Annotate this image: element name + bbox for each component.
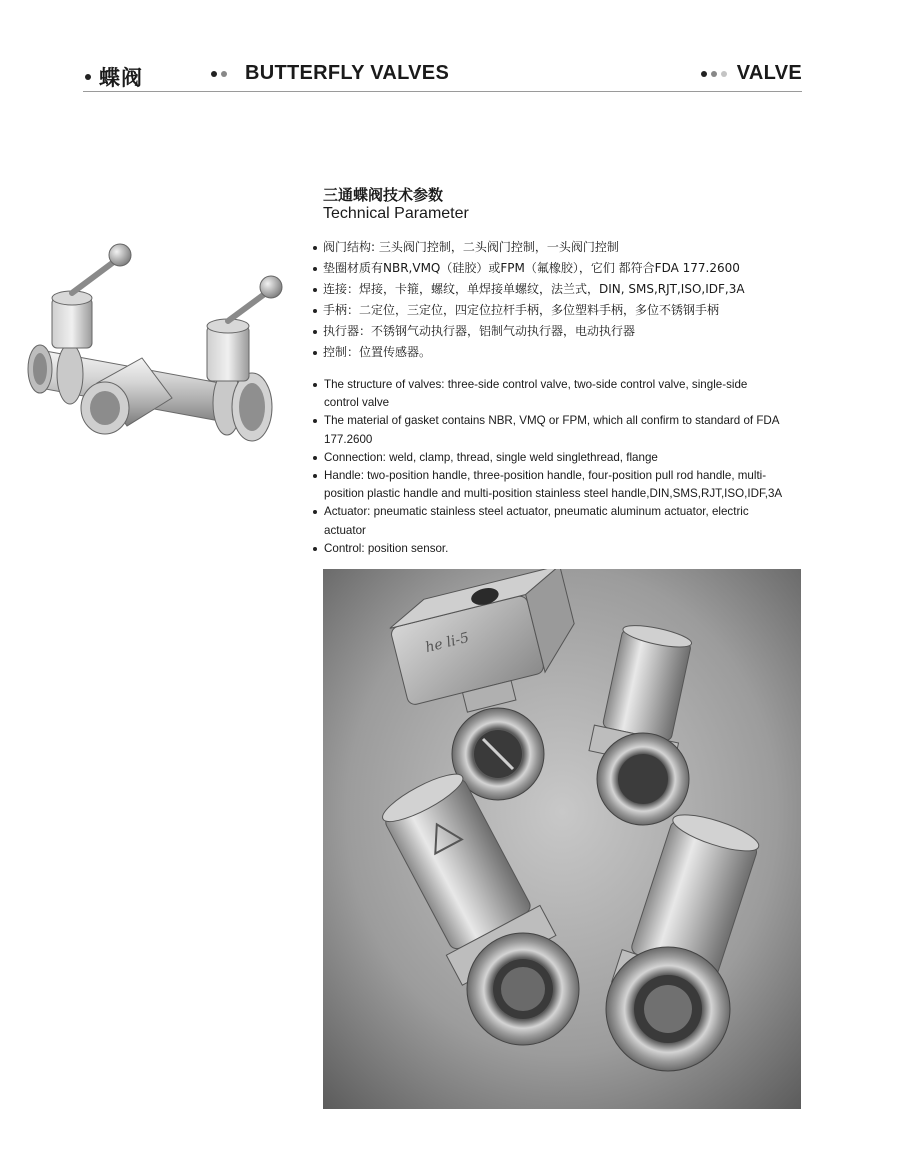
header-divider bbox=[83, 91, 802, 92]
spec-text: 执行器：不锈钢气动执行器，铝制气动执行器，电动执行器 bbox=[323, 324, 636, 338]
dots-icon bbox=[211, 71, 231, 77]
specs-list-en bbox=[313, 376, 783, 558]
bullet-icon bbox=[313, 330, 317, 334]
bullet-icon bbox=[313, 383, 317, 387]
dots-icon bbox=[701, 71, 731, 77]
list-item bbox=[313, 467, 783, 503]
spec-text: 手柄：二定位，三定位，四定位拉杆手柄，多位塑料手柄，多位不锈钢手柄 bbox=[323, 303, 720, 317]
spec-text: 阀门结构: 三头阀门控制，二头阀门控制，一头阀门控制 bbox=[323, 240, 619, 254]
list-item bbox=[313, 376, 783, 412]
header-title: BUTTERFLY VALVES bbox=[245, 62, 450, 84]
header-category: VALVE bbox=[736, 62, 802, 84]
bullet-icon bbox=[313, 246, 317, 250]
header-cn-label: 蝶阀 bbox=[99, 66, 143, 90]
list-item bbox=[313, 300, 793, 321]
list-item bbox=[313, 321, 793, 342]
bullet-icon bbox=[313, 267, 317, 271]
specs-list-cn bbox=[313, 237, 793, 363]
bullet-icon bbox=[313, 510, 317, 514]
spec-text: 控制：位置传感器。 bbox=[323, 345, 432, 359]
spec-text: The material of gasket contains NBR, VMQ or FPM, which all confirm to standard of FDA 177.2600 bbox=[324, 414, 779, 446]
header-center bbox=[211, 62, 449, 85]
actuator-label: he li-5 bbox=[423, 629, 471, 657]
spec-text: Control: position sensor. bbox=[324, 541, 449, 555]
spec-text: 垫圈材质有NBR,VMQ（硅胶）或FPM（氟橡胶），它们 都符合FDA 177.2600 bbox=[323, 261, 740, 275]
spec-text: Handle: two-position handle, three-position handle, four-position pull rod handle, multi-position plastic handle and multi-position stainless steel handle,DIN,SMS,RJT,ISO,IDF,3A bbox=[324, 469, 783, 501]
bullet-icon bbox=[85, 74, 91, 80]
page-header bbox=[83, 58, 802, 92]
butterfly-valves-photo-icon bbox=[323, 569, 801, 1109]
spec-text: Connection: weld, clamp, thread, single weld singlethread, flange bbox=[324, 450, 658, 464]
three-way-butterfly-valve-icon bbox=[22, 238, 284, 458]
spec-text: 连接：焊接，卡箍，螺纹，单焊接单螺纹，法兰式，DIN, SMS,RJT,ISO,IDF,3A bbox=[323, 282, 745, 296]
list-item bbox=[313, 540, 783, 558]
spec-text: The structure of valves: three-side control valve, two-side control valve, single-side control valve bbox=[324, 378, 748, 410]
spec-text: Actuator: pneumatic stainless steel actuator, pneumatic aluminum actuator, electric actuator bbox=[324, 505, 749, 537]
section-title-en: Technical Parameter bbox=[323, 205, 469, 222]
bullet-icon bbox=[313, 456, 317, 460]
bullet-icon bbox=[313, 419, 317, 423]
list-item bbox=[313, 449, 783, 467]
list-item bbox=[313, 279, 793, 300]
header-right bbox=[701, 62, 802, 85]
list-item bbox=[313, 237, 793, 258]
bullet-icon bbox=[313, 547, 317, 551]
list-item bbox=[313, 258, 793, 279]
section-title-cn: 三通蝶阀技术参数 bbox=[323, 186, 444, 204]
list-item bbox=[313, 342, 793, 363]
header-left bbox=[85, 62, 143, 92]
bullet-icon bbox=[313, 309, 317, 313]
list-item bbox=[313, 503, 783, 539]
bullet-icon bbox=[313, 288, 317, 292]
bullet-icon bbox=[313, 351, 317, 355]
list-item bbox=[313, 412, 783, 448]
bullet-icon bbox=[313, 474, 317, 478]
